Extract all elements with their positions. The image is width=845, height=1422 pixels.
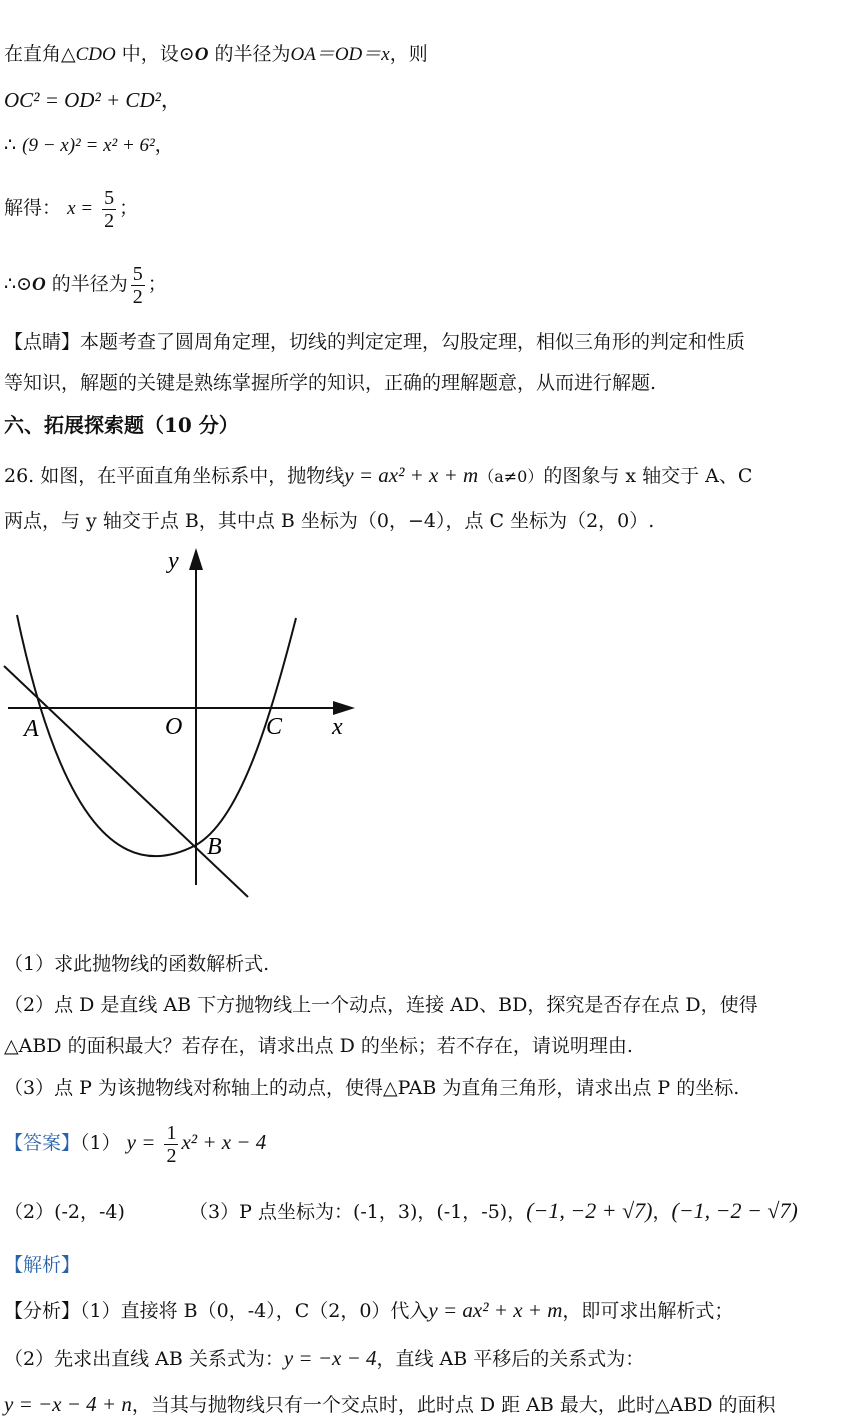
line-formula: y = −x − 4 + n [4,1392,132,1416]
sub-question-2-line-1: （2）点 D 是直线 AB 下方抛物线上一个动点，连接 AD、BD，探究是否存在点 D，使得 [4,994,758,1016]
equation: x² + x − 4 [181,1130,267,1154]
answer-line-1 [4,1114,266,1171]
x-axis-arrow-icon [333,701,355,715]
comment-line-1 [4,330,745,354]
solution-line-3 [4,133,174,158]
text-segment: 的半径为 [45,273,128,295]
equation: x = [67,198,94,219]
sub-question-1: （1）求此抛物线的函数解析式. [4,953,270,975]
sub-question-3: （3）点 P 为该抛物线对称轴上的动点，使得△PAB 为直角三角形，请求出点 P 的坐标. [4,1077,740,1099]
text-segment: （2）先求出直线 AB 关系式为： [4,1348,284,1370]
text-segment: 的图象与 x 轴交于 A、C [543,465,753,487]
line-ab [4,666,248,897]
answer-2: （2）(-2，-4) [4,1201,125,1223]
text-segment: （1）直接将 B（0，-4），C（2，0）代入 [80,1300,429,1322]
label-y: y [168,548,179,574]
equation: OA＝OD＝x [290,44,390,65]
triangle-name: CDO [75,44,116,65]
solution-line-2 [4,88,182,112]
point-coordinate: (−1, −2 + √7) [526,1198,653,1223]
text-segment: ， [160,88,182,112]
label-a: A [24,716,39,742]
question-26-line-1 [4,463,752,489]
numerator: 1 [166,1121,177,1144]
answer-3: （3）P 点坐标为：(-1，3)，(-1，-5)， [189,1201,527,1223]
point-coordinate: (−1, −2 − √7) [671,1198,798,1223]
numerator: 5 [104,186,115,209]
equation: y = [126,1130,156,1154]
y-axis-arrow-icon [189,548,203,570]
circle-center: O [32,274,46,295]
text-segment: ； [147,273,167,295]
text-segment: 解得： [4,197,62,219]
denominator: 2 [104,209,115,232]
denominator: 2 [132,285,143,308]
text-segment: ，则 [389,43,428,65]
comment-tag: 【点睛】 [4,331,81,353]
text-segment: 中，设⊙ [115,43,195,65]
solution-line-5 [4,256,167,313]
analysis-line-3 [4,1392,775,1417]
label-x: x [332,714,343,740]
text-segment: ，当其与抛物线只有一个交点时，此时点 D 距 AB 最大，此时△ABD 的面积 [131,1394,776,1416]
label-b: B [207,834,222,860]
solution-line-4 [4,180,138,237]
fraction [131,263,145,308]
question-26-line-2: 两点，与 y 轴交于点 B，其中点 B 坐标为（0，−4），点 C 坐标为（2，0）. [4,510,655,532]
analysis-line-1 [4,1298,733,1323]
therefore-symbol: ∴ [4,134,17,156]
numerator: 5 [132,262,143,285]
text-segment: ，即可求出解析式； [562,1300,734,1322]
equation: OC² = OD² + CD² [4,88,161,112]
comment-text: 本题考查了圆周角定理，切线的判定定理，勾股定理，相似三角形的判定和性质 [80,331,746,353]
equation: (9 − x)² = x² + 6² [22,135,155,156]
analysis-line-2 [4,1346,644,1371]
parabola-formula: y = ax² + x + m [344,463,479,487]
comment-line-2 [4,371,656,395]
text-segment: 在直角△ [4,43,76,65]
comment-text: 等知识，解题的关键是熟练掌握所学的知识，正确的理解题意，从而进行解题. [4,372,657,394]
fraction [164,1122,178,1167]
fraction [102,187,116,232]
solution-line-1 [4,42,428,67]
text-segment: 的半径为 [208,43,291,65]
label-c: C [266,714,283,740]
section-title: 六、拓展探索题（10 分） [4,413,239,437]
answer-tag: 【答案】 [4,1132,81,1154]
coordinate-figure [0,540,370,910]
answer-line-2 [4,1199,798,1224]
text-segment: ， [652,1201,672,1223]
parabola-formula: y = ax² + x + m [428,1298,563,1322]
circle-center: O [194,44,209,65]
analysis-subtag: 【分析】 [4,1300,81,1322]
text-segment: 26. 如图，在平面直角坐标系中，抛物线 [4,465,345,487]
text-segment: ，直线 AB 平移后的关系式为： [376,1348,645,1370]
text-segment: ； [119,197,139,219]
text-segment: ∴⊙ [4,273,33,295]
parabola-curve [17,615,296,856]
denominator: 2 [166,1144,177,1167]
sub-question-2-line-2: △ABD 的面积最大？若存在，请求出点 D 的坐标；若不存在，请说明理由. [4,1035,633,1057]
analysis-tag: 【解析】 [4,1254,81,1276]
condition: （a≠0） [478,467,544,486]
line-formula: y = −x − 4 [283,1346,377,1370]
text-segment: ， [154,134,174,156]
label-o: O [165,714,183,740]
text-segment: （1） [80,1132,121,1154]
